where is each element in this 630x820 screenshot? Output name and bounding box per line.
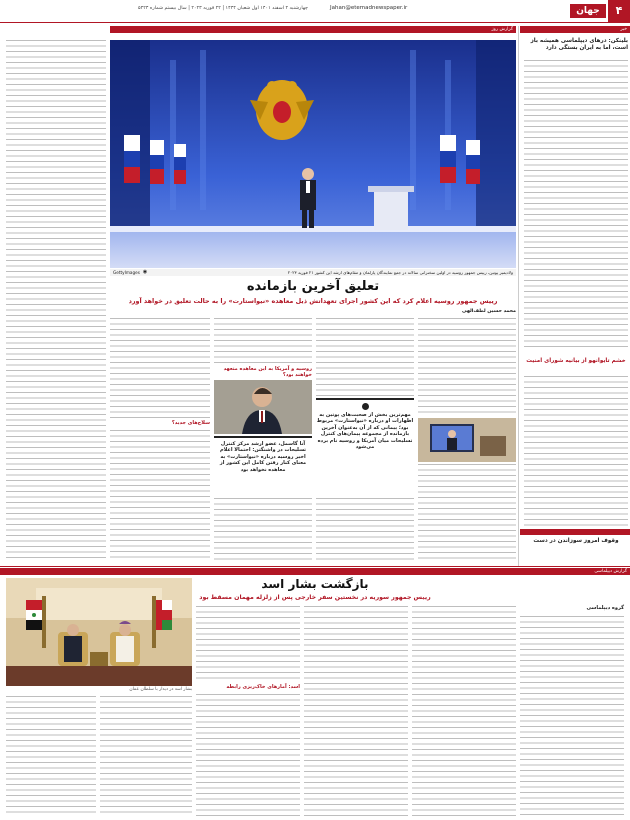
bottom-kicker: گزارش دیپلماسی [0,568,630,575]
top-headline: تعلیق آخرین بازمانده [246,279,380,294]
brief-column [520,26,630,566]
header-dateline: چهارشنبه ۲ اسفند ۱۴۰۱ اول شعبان ۱۴۴۴ | ۲۲ فوریه ۲۰۲۳ | سال بیستم شماره ۵۴۲۳ [138,6,308,11]
column-divider [518,26,519,566]
expert-photo [214,380,312,434]
page-number-box [608,0,630,22]
brief-headline-3: وقوف امروز سوزاندن در دست [533,538,619,544]
tv-photo-illustration [418,418,516,462]
subhead-a: روسیه و آمریکا به این معاهده متعهد خواهند بود؟ [223,366,312,379]
top-subhead: رییس جمهور روسیه اعلام کرد که این کشور اجرای تعهداتش ذیل معاهده «نیواستارت» را به حالت تعلیق در خواهد آورد [128,297,498,305]
putin-photo-illustration [110,40,516,268]
top-body-col-2b [316,498,414,560]
top-body-col-2 [316,318,414,396]
brief-label-2 [520,529,630,535]
brief-body-1 [524,60,628,350]
byline: محمد حسین لطف‌الهی [461,309,516,314]
bottom-headline: بازگشت بشار اسد [261,577,369,591]
bottom-subhead: رییس جمهور سوریه در نخستین سفر خارجی پس از زلزله مهمان مسقط بود [199,594,431,601]
pull-quote-2-text: آنا گاسمل، عضو ارشد مرکز کنترل تسلیحات در واشنگتن: احتمالا اعلام اخیر روسیه درباره «نیواستارت» به معنای کنار رفتن کامل این کشور از معاهده نخواهد بود [219,441,307,473]
photo-credit: GettyImages [113,269,140,275]
assad-photo-illustration [6,578,192,686]
bottom-body-right [520,616,624,816]
camera-icon: ◉ [142,268,148,275]
bottom-side-kicker: گروه دیپلماسی [586,605,624,611]
photo-caption-text: ولادیمیر پوتین، رییس جمهور روسیه در اولین سخنرانی سالانه در جمع نمایندگان پارلمان و مقام‌های ارشد این کشور ۲۱ فوریه ۲۰۲۳ [287,269,513,275]
expert-photo-illustration [214,380,312,434]
section-tab [570,4,606,18]
bottom-body-col-5 [100,696,192,816]
assad-photo-caption: بشار اسد در دیدار با سلطان عمان [129,687,192,692]
top-body-col-4b [110,430,210,560]
tv-photo [418,418,516,462]
pull-quote-1 [316,398,414,494]
top-body-col-5 [6,40,106,560]
putin-photo [110,40,516,268]
top-story-kicker: گزارش روز [110,26,516,33]
brief-label: خبر [520,26,630,33]
header-rule [0,22,630,23]
bottom-rule [0,566,630,567]
bottom-body-col-4b [196,694,300,816]
bottom-body-col-6 [6,696,96,816]
pull-quote-1-text: مهم‌ترین بخش از صحبت‌های پوتین به اظهارات او درباره «نیواستارت» مربوط بود؛ پیمانی که از آن به‌عنوان آخرین بازمانده از مجموعه پیمان‌های کنترل تسلیحات میان آمریکا و روسیه نام برده می‌شود [316,412,414,451]
top-body-col-1b [418,464,516,560]
section-title: جهان [576,6,600,16]
top-body-col-4 [110,318,210,418]
quote-icon [362,403,369,410]
bottom-body-col-2 [412,606,516,816]
top-body-col-3b [214,498,312,560]
bottom-mid-sub: اسد: آمارهای خاک‌ریزی رابطه [226,684,300,690]
brief-headline-2: خشم تایوانهو از بیانیه شورای امنیت [526,358,626,364]
photo-caption [110,269,516,276]
bottom-body-col-3 [304,606,408,816]
pull-quote-2 [214,436,312,496]
brief-body-2 [524,376,628,526]
page-number: ۴ [615,4,623,17]
top-body-col-1 [418,318,516,416]
header-email[interactable]: Jahan@etemadnewspaper.ir [330,5,408,11]
bottom-body-col-4 [196,606,300,682]
brief-headline-1: بلینکن: درهای دیپلماسی همیشه باز است، اما به ایران بستگی دارد [530,38,628,51]
subhead-b: سلاح‌های جدید؟ [171,420,210,426]
top-body-col-3 [214,318,312,366]
assad-photo [6,578,192,686]
